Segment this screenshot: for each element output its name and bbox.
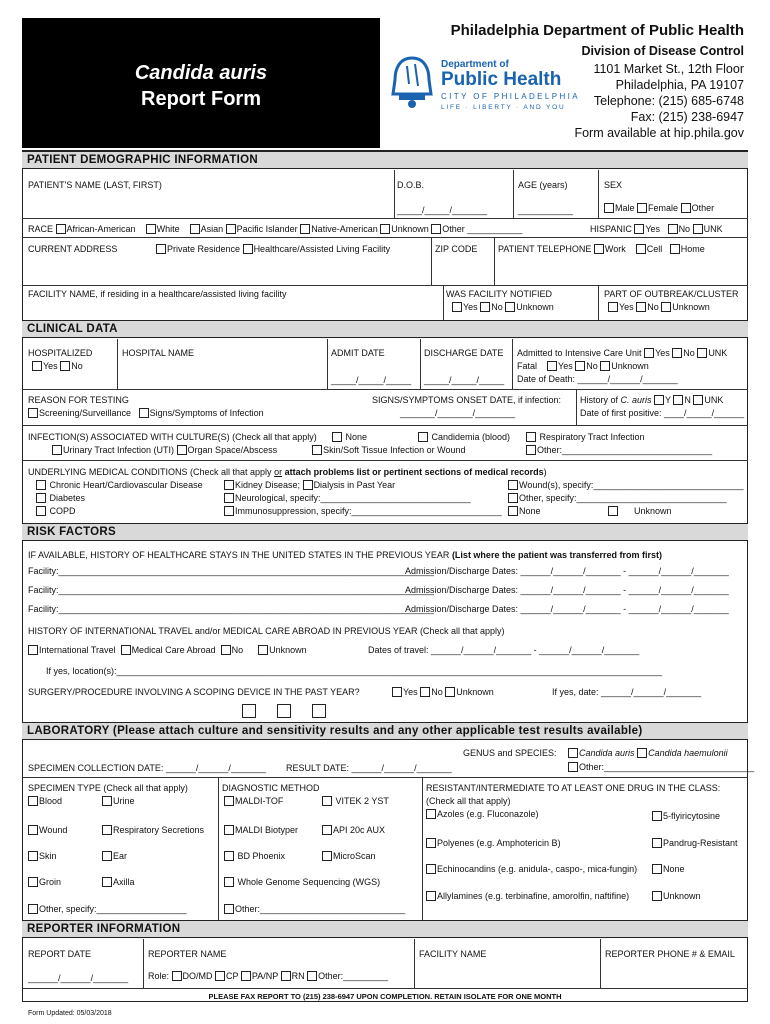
diag-wgs-checkbox[interactable] bbox=[224, 877, 234, 887]
res-none: None bbox=[652, 864, 685, 874]
specimen-wound: Wound bbox=[28, 825, 67, 835]
race-pacific-islander-checkbox[interactable] bbox=[226, 224, 236, 234]
travel-unknown-checkbox[interactable] bbox=[258, 645, 268, 655]
infection-respiratory-checkbox[interactable] bbox=[526, 432, 536, 442]
diag-vitek-checkbox[interactable] bbox=[322, 796, 332, 806]
label-facility-name-reporter: FACILITY NAME bbox=[419, 949, 487, 959]
label-genus-species: GENUS and SPECIES: bbox=[463, 748, 557, 758]
result-date-field[interactable]: RESULT DATE: ______/______/_______ bbox=[286, 763, 452, 773]
infection-organ-checkbox[interactable] bbox=[177, 445, 187, 455]
stay-facility-1[interactable]: Facility:___________________________________________________________________________ bbox=[28, 566, 434, 576]
notified-yes-checkbox[interactable] bbox=[452, 302, 462, 312]
label-reporter-name: REPORTER NAME bbox=[148, 949, 227, 959]
title-line2: Report Form bbox=[141, 88, 261, 110]
condition-heart-checkbox[interactable] bbox=[36, 480, 46, 490]
section-risk-factors: RISK FACTORS bbox=[22, 523, 748, 541]
condition-copd: COPD bbox=[36, 506, 76, 516]
label-age: AGE (years) bbox=[518, 180, 568, 190]
res-azoles: Azoles (e.g. Fluconazole) bbox=[426, 809, 539, 819]
diag-maldi-biotyper-checkbox[interactable] bbox=[224, 825, 234, 835]
condition-none: None bbox=[508, 506, 541, 516]
diag-maldi-biotyper: MALDI Biotyper bbox=[224, 825, 298, 835]
condition-unknown-checkbox[interactable] bbox=[608, 506, 618, 516]
icu-row: Admitted to Intensive Care Unit Yes No UNK bbox=[517, 348, 728, 358]
specimen-other: Other, specify:__________________ bbox=[28, 904, 187, 914]
date-of-death-field[interactable]: Date of Death: ______/______/_______ bbox=[517, 374, 678, 384]
phone-row: PATIENT TELEPHONE Work Cell Home bbox=[498, 244, 705, 254]
diag-wgs: Whole Genome Sequencing (WGS) bbox=[224, 877, 380, 887]
division-name: Division of Disease Control bbox=[581, 44, 744, 58]
diag-other-checkbox[interactable] bbox=[224, 904, 234, 914]
discharge-date-field[interactable]: _____/_____/_____ bbox=[424, 375, 505, 385]
label-facility-name: FACILITY NAME, if residing in a healthcare/assisted living facility bbox=[28, 289, 287, 299]
specimen-ear: Ear bbox=[102, 851, 127, 861]
address-line1: 1101 Market St., 12th Floor bbox=[593, 62, 744, 76]
specimen-axilla-checkbox[interactable] bbox=[102, 877, 112, 887]
genus-other-checkbox[interactable] bbox=[568, 762, 578, 772]
res-pandrug: Pandrug-Resistant bbox=[652, 838, 738, 848]
genus-other: Other:______________________________ bbox=[568, 762, 754, 772]
history-unk-checkbox[interactable] bbox=[693, 395, 703, 405]
stay-dates-1[interactable]: Admission/Discharge Dates: ______/______/_______ - ______/______/_______ bbox=[405, 566, 729, 576]
notified-no-checkbox[interactable] bbox=[480, 302, 490, 312]
condition-unknown: Unknown bbox=[608, 506, 672, 516]
res-azoles-checkbox[interactable] bbox=[426, 809, 436, 819]
race-white-checkbox[interactable] bbox=[146, 224, 156, 234]
infection-none-checkbox[interactable] bbox=[332, 432, 342, 442]
label-hospitalized: HOSPITALIZED bbox=[28, 348, 93, 358]
label-healthcare-stays: IF AVAILABLE, HISTORY OF HEALTHCARE STAYS IN THE UNITED STATES IN THE PREVIOUS YEAR (List where the patient was transferred from first) bbox=[28, 550, 662, 560]
condition-other-checkbox[interactable] bbox=[508, 493, 518, 503]
infection-row2: Urinary Tract Infection (UTI) Organ Space/Abscess Skin/Soft Tissue Infection or Wound bbox=[52, 445, 466, 455]
infection-respiratory: Respiratory Tract Infection bbox=[526, 432, 645, 442]
condition-other: Other, specify:______________________________ bbox=[508, 493, 727, 503]
outbreak-options: Yes No Unknown bbox=[608, 302, 710, 312]
section-laboratory: LABORATORY (Please attach culture and sensitivity results and any other applicable test results available) bbox=[22, 722, 748, 740]
res-polyenes: Polyenes (e.g. Amphotericin B) bbox=[426, 838, 561, 848]
surgery-date-field[interactable]: If yes, date: ______/______/_______ bbox=[552, 687, 702, 697]
race-row: RACE African-American White Asian Pacific Islander Native-American Unknown Other ___________ bbox=[28, 224, 523, 234]
admit-date-field[interactable]: _____/_____/_____ bbox=[331, 375, 412, 385]
race-unknown-checkbox[interactable] bbox=[380, 224, 390, 234]
specimen-skin-checkbox[interactable] bbox=[28, 851, 38, 861]
condition-neurological: Neurological, specify:______________________________ bbox=[224, 493, 471, 503]
extra-box-3[interactable] bbox=[312, 704, 326, 718]
role-rn-checkbox[interactable] bbox=[281, 971, 291, 981]
facility-notified-options: Yes No Unknown bbox=[452, 302, 554, 312]
diag-microscan: MicroScan bbox=[322, 851, 376, 861]
infection-skin-checkbox[interactable] bbox=[312, 445, 322, 455]
logo-line4: LIFE · LIBERTY · AND YOU bbox=[441, 104, 566, 111]
phone-cell-checkbox[interactable] bbox=[636, 244, 646, 254]
hospitalized-options: Yes No bbox=[32, 361, 83, 371]
label-admit-date: ADMIT DATE bbox=[331, 348, 385, 358]
specimen-axilla: Axilla bbox=[102, 877, 135, 887]
role-panp-checkbox[interactable] bbox=[241, 971, 251, 981]
condition-diabetes: Diabetes bbox=[36, 493, 85, 503]
label-patient-name: PATIENT'S NAME (LAST, FIRST) bbox=[28, 180, 162, 190]
fatal-unknown-checkbox[interactable] bbox=[600, 361, 610, 371]
sex-options: Male Female Other bbox=[604, 203, 714, 213]
stay-dates-2[interactable]: Admission/Discharge Dates: ______/______/_______ - ______/______/_______ bbox=[405, 585, 729, 595]
specimen-blood-checkbox[interactable] bbox=[28, 796, 38, 806]
travel-locations-field[interactable]: If yes, location(s):_____________________________________________________________________________________________________________ bbox=[46, 666, 663, 676]
condition-dialysis-checkbox[interactable] bbox=[303, 480, 313, 490]
logo-line2: Public Health bbox=[441, 69, 562, 90]
label-resistant: RESISTANT/INTERMEDIATE TO AT LEAST ONE DRUG IN THE CLASS: bbox=[426, 783, 721, 793]
form-updated-date: Form Updated: 05/03/2018 bbox=[28, 1010, 112, 1017]
residence-options: Private Residence Healthcare/Assisted Living Facility bbox=[156, 244, 390, 254]
telephone: Telephone: (215) 685-6748 bbox=[593, 94, 744, 108]
section-reporter-information: REPORTER INFORMATION bbox=[22, 920, 748, 938]
condition-heart: Chronic Heart/Cardiovascular Disease bbox=[36, 480, 203, 490]
infection-candidemia-checkbox[interactable] bbox=[418, 432, 428, 442]
res-unknown: Unknown bbox=[652, 891, 701, 901]
res-none-checkbox[interactable] bbox=[652, 864, 662, 874]
department-name: Philadelphia Department of Public Health bbox=[450, 22, 744, 39]
stay-dates-3[interactable]: Admission/Discharge Dates: ______/______/_______ - ______/______/_______ bbox=[405, 604, 729, 614]
medical-care-abroad-checkbox[interactable] bbox=[121, 645, 131, 655]
diag-api: API 20c AUX bbox=[322, 825, 385, 835]
diag-vitek: VITEK 2 YST bbox=[322, 796, 389, 806]
travel-dates-field[interactable]: Dates of travel: ______/______/_______ - ______/______/_______ bbox=[368, 645, 640, 655]
res-echinocandins-checkbox[interactable] bbox=[426, 864, 436, 874]
res-allylamines-checkbox[interactable] bbox=[426, 891, 436, 901]
reason-options: Screening/Surveillance Signs/Symptoms of Infection bbox=[28, 408, 264, 418]
role-row: Role: DO/MD CP PA/NP RN Other:_________ bbox=[148, 971, 389, 981]
condition-neurological-checkbox[interactable] bbox=[224, 493, 234, 503]
res-echinocandins: Echinocandins (e.g. anidula-, caspo-, mica-fungin) bbox=[426, 864, 637, 874]
sex-female-checkbox[interactable] bbox=[637, 203, 647, 213]
stay-facility-2[interactable]: Facility:___________________________________________________________________________ bbox=[28, 585, 434, 595]
label-resistant-sub: (Check all that apply) bbox=[426, 796, 511, 806]
condition-immuno-checkbox[interactable] bbox=[224, 506, 234, 516]
res-unknown-checkbox[interactable] bbox=[652, 891, 662, 901]
label-infections: INFECTION(S) ASSOCIATED WITH CULTURE(S) (Check all that apply) bbox=[28, 432, 317, 442]
sex-other-checkbox[interactable] bbox=[681, 203, 691, 213]
diag-maldi-tof: MALDI-TOF bbox=[224, 796, 283, 806]
form-title bbox=[22, 60, 380, 112]
label-facility-notified: WAS FACILITY NOTIFIED bbox=[446, 289, 553, 299]
travel-options: International Travel Medical Care Abroad No Unknown bbox=[28, 645, 307, 655]
specimen-groin: Groin bbox=[28, 877, 61, 887]
history-y-checkbox[interactable] bbox=[654, 395, 664, 405]
hispanic-no-checkbox[interactable] bbox=[668, 224, 678, 234]
phone-work-checkbox[interactable] bbox=[594, 244, 604, 254]
race-african-american-checkbox[interactable] bbox=[56, 224, 66, 234]
candida-auris-checkbox[interactable] bbox=[568, 748, 578, 758]
fax: Fax: (215) 238-6947 bbox=[630, 110, 744, 124]
label-current-address: CURRENT ADDRESS bbox=[28, 244, 118, 254]
diag-api-checkbox[interactable] bbox=[322, 825, 332, 835]
diag-other: Other:_____________________________ bbox=[224, 904, 405, 914]
fax-instruction: PLEASE FAX REPORT TO (215) 238-6947 UPON COMPLETION. RETAIN ISOLATE FOR ONE MONTH bbox=[208, 992, 562, 1001]
condition-kidney-checkbox[interactable] bbox=[224, 480, 234, 490]
surgery-unknown-checkbox[interactable] bbox=[445, 687, 455, 697]
surgery-yes-checkbox[interactable] bbox=[392, 687, 402, 697]
role-other-checkbox[interactable] bbox=[307, 971, 317, 981]
report-date-field[interactable]: ______/______/_______ bbox=[28, 973, 129, 983]
label-reason-for-testing: REASON FOR TESTING bbox=[28, 395, 129, 405]
specimen-respiratory-checkbox[interactable] bbox=[102, 825, 112, 835]
icu-no-checkbox[interactable] bbox=[672, 348, 682, 358]
diag-maldi-tof-checkbox[interactable] bbox=[224, 796, 234, 806]
outbreak-no-checkbox[interactable] bbox=[636, 302, 646, 312]
label-diagnostic-method: DIAGNOSTIC METHOD bbox=[222, 783, 320, 793]
logo-line3: CITY OF PHILADELPHIA bbox=[441, 92, 580, 101]
signs-symptoms-checkbox[interactable] bbox=[139, 408, 149, 418]
diag-bd-phoenix: BD Phoenix bbox=[224, 851, 285, 861]
diag-microscan-checkbox[interactable] bbox=[322, 851, 332, 861]
specimen-groin-checkbox[interactable] bbox=[28, 877, 38, 887]
healthcare-facility-checkbox[interactable] bbox=[243, 244, 253, 254]
specimen-respiratory: Respiratory Secretions bbox=[102, 825, 204, 835]
infection-none: None bbox=[332, 432, 367, 442]
hispanic-unk-checkbox[interactable] bbox=[693, 224, 703, 234]
liberty-bell-icon bbox=[385, 54, 439, 110]
form-title-block bbox=[22, 18, 380, 148]
form-available: Form available at hip.phila.gov bbox=[574, 126, 744, 140]
hispanic-yes-checkbox[interactable] bbox=[634, 224, 644, 234]
travel-no-checkbox[interactable] bbox=[221, 645, 231, 655]
extra-box-2[interactable] bbox=[277, 704, 291, 718]
onset-date-field[interactable]: _______/_______/________ bbox=[400, 408, 516, 418]
infection-other-checkbox[interactable] bbox=[526, 445, 536, 455]
label-hospital-name: HOSPITAL NAME bbox=[122, 348, 195, 358]
private-residence-checkbox[interactable] bbox=[156, 244, 166, 254]
label-reporter-phone-email: REPORTER PHONE # & EMAIL bbox=[605, 949, 735, 959]
specimen-urine-checkbox[interactable] bbox=[102, 796, 112, 806]
history-n-checkbox[interactable] bbox=[673, 395, 683, 405]
label-surgery-scoping: SURGERY/PROCEDURE INVOLVING A SCOPING DEVICE IN THE PAST YEAR? bbox=[28, 687, 360, 697]
fatal-yes-checkbox[interactable] bbox=[547, 361, 557, 371]
icu-unk-checkbox[interactable] bbox=[697, 348, 707, 358]
candida-haemulonii-checkbox[interactable] bbox=[637, 748, 647, 758]
history-row: History of C. auris Y N UNK bbox=[580, 395, 724, 405]
diag-bd-phoenix-checkbox[interactable] bbox=[224, 851, 234, 861]
label-outbreak: PART OF OUTBREAK/CLUSTER bbox=[604, 289, 739, 299]
label-report-date: REPORT DATE bbox=[28, 949, 92, 959]
specimen-other-checkbox[interactable] bbox=[28, 904, 38, 914]
surgery-no-checkbox[interactable] bbox=[420, 687, 430, 697]
address-line2: Philadelphia, PA 19107 bbox=[615, 78, 744, 92]
surgery-options: Yes No Unknown bbox=[392, 687, 494, 697]
condition-wound: Wound(s), specify:______________________________ bbox=[508, 480, 744, 490]
hospitalized-no-checkbox[interactable] bbox=[60, 361, 70, 371]
specimen-ear-checkbox[interactable] bbox=[102, 851, 112, 861]
notified-unknown-checkbox[interactable] bbox=[505, 302, 515, 312]
res-polyenes-checkbox[interactable] bbox=[426, 838, 436, 848]
condition-kidney: Kidney Disease; Dialysis in Past Year bbox=[224, 480, 395, 490]
age-field[interactable]: ___________ bbox=[518, 205, 574, 215]
outbreak-yes-checkbox[interactable] bbox=[608, 302, 618, 312]
condition-immuno: Immunosuppression, specify:______________________________ bbox=[224, 506, 502, 516]
res-flucytosine-checkbox[interactable] bbox=[652, 811, 662, 821]
label-onset-date: SIGNS/SYMPTOMS ONSET DATE, if infection: bbox=[372, 395, 562, 405]
fatal-row: Fatal Yes No Unknown bbox=[517, 361, 649, 371]
section-patient-demographic: PATIENT DEMOGRAPHIC INFORMATION bbox=[22, 151, 748, 169]
infection-uti-checkbox[interactable] bbox=[52, 445, 62, 455]
genus-options-row1: Candida auris Candida haemulonii bbox=[568, 748, 728, 758]
label-zip-code: ZIP CODE bbox=[435, 244, 478, 254]
form-frame bbox=[22, 150, 748, 1002]
international-travel-checkbox[interactable] bbox=[28, 645, 38, 655]
specimen-skin: Skin bbox=[28, 851, 57, 861]
race-native-american-checkbox[interactable] bbox=[300, 224, 310, 234]
res-flucytosine: 5-flyiricytosine bbox=[652, 811, 720, 821]
outbreak-unknown-checkbox[interactable] bbox=[661, 302, 671, 312]
infection-candidemia: Candidemia (blood) bbox=[418, 432, 510, 442]
condition-diabetes-checkbox[interactable] bbox=[36, 493, 46, 503]
fatal-no-checkbox[interactable] bbox=[575, 361, 585, 371]
extra-box-1[interactable] bbox=[242, 704, 256, 718]
condition-none-checkbox[interactable] bbox=[508, 506, 518, 516]
screening-checkbox[interactable] bbox=[28, 408, 38, 418]
section-clinical-data: CLINICAL DATA bbox=[22, 320, 748, 338]
race-asian-checkbox[interactable] bbox=[190, 224, 200, 234]
dob-field[interactable]: _____/_____/_______ bbox=[397, 205, 488, 215]
sex-male-checkbox[interactable] bbox=[604, 203, 614, 213]
label-sex: SEX bbox=[604, 180, 623, 190]
res-allylamines: Allylamines (e.g. terbinafine, amorolfin, naftifine) bbox=[426, 891, 629, 901]
condition-wound-checkbox[interactable] bbox=[508, 480, 518, 490]
infection-other: Other:______________________________ bbox=[526, 445, 712, 455]
specimen-blood: Blood bbox=[28, 796, 62, 806]
phone-home-checkbox[interactable] bbox=[670, 244, 680, 254]
label-specimen-type: SPECIMEN TYPE (Check all that apply) bbox=[28, 783, 188, 793]
role-cp-checkbox[interactable] bbox=[215, 971, 225, 981]
label-discharge-date: DISCHARGE DATE bbox=[424, 348, 504, 358]
condition-copd-checkbox[interactable] bbox=[36, 506, 46, 516]
race-other-checkbox[interactable] bbox=[431, 224, 441, 234]
label-dob: D.O.B. bbox=[397, 180, 425, 190]
label-international-travel: HISTORY OF INTERNATIONAL TRAVEL and/or MEDICAL CARE ABROAD IN PREVIOUS YEAR (Check all that apply) bbox=[28, 626, 505, 636]
specimen-collection-date-field[interactable]: SPECIMEN COLLECTION DATE: ______/______/_______ bbox=[28, 763, 266, 773]
hospitalized-yes-checkbox[interactable] bbox=[32, 361, 42, 371]
label-underlying-conditions: UNDERLYING MEDICAL CONDITIONS (Check all that apply or attach problems list or pertinent sections of medical records) bbox=[28, 467, 547, 477]
title-italic: Candida auris bbox=[134, 62, 268, 84]
hispanic-row: HISPANIC Yes No UNK bbox=[590, 224, 723, 234]
specimen-urine: Urine bbox=[102, 796, 135, 806]
logo-line1: Department of bbox=[441, 59, 509, 70]
first-positive-date-field[interactable]: Date of first positive: ____/_____/______ bbox=[580, 408, 745, 418]
health-department-logo bbox=[385, 48, 600, 118]
res-pandrug-checkbox[interactable] bbox=[652, 838, 662, 848]
specimen-wound-checkbox[interactable] bbox=[28, 825, 38, 835]
stay-facility-3[interactable]: Facility:___________________________________________________________________________ bbox=[28, 604, 434, 614]
icu-yes-checkbox[interactable] bbox=[644, 348, 654, 358]
role-domd-checkbox[interactable] bbox=[172, 971, 182, 981]
